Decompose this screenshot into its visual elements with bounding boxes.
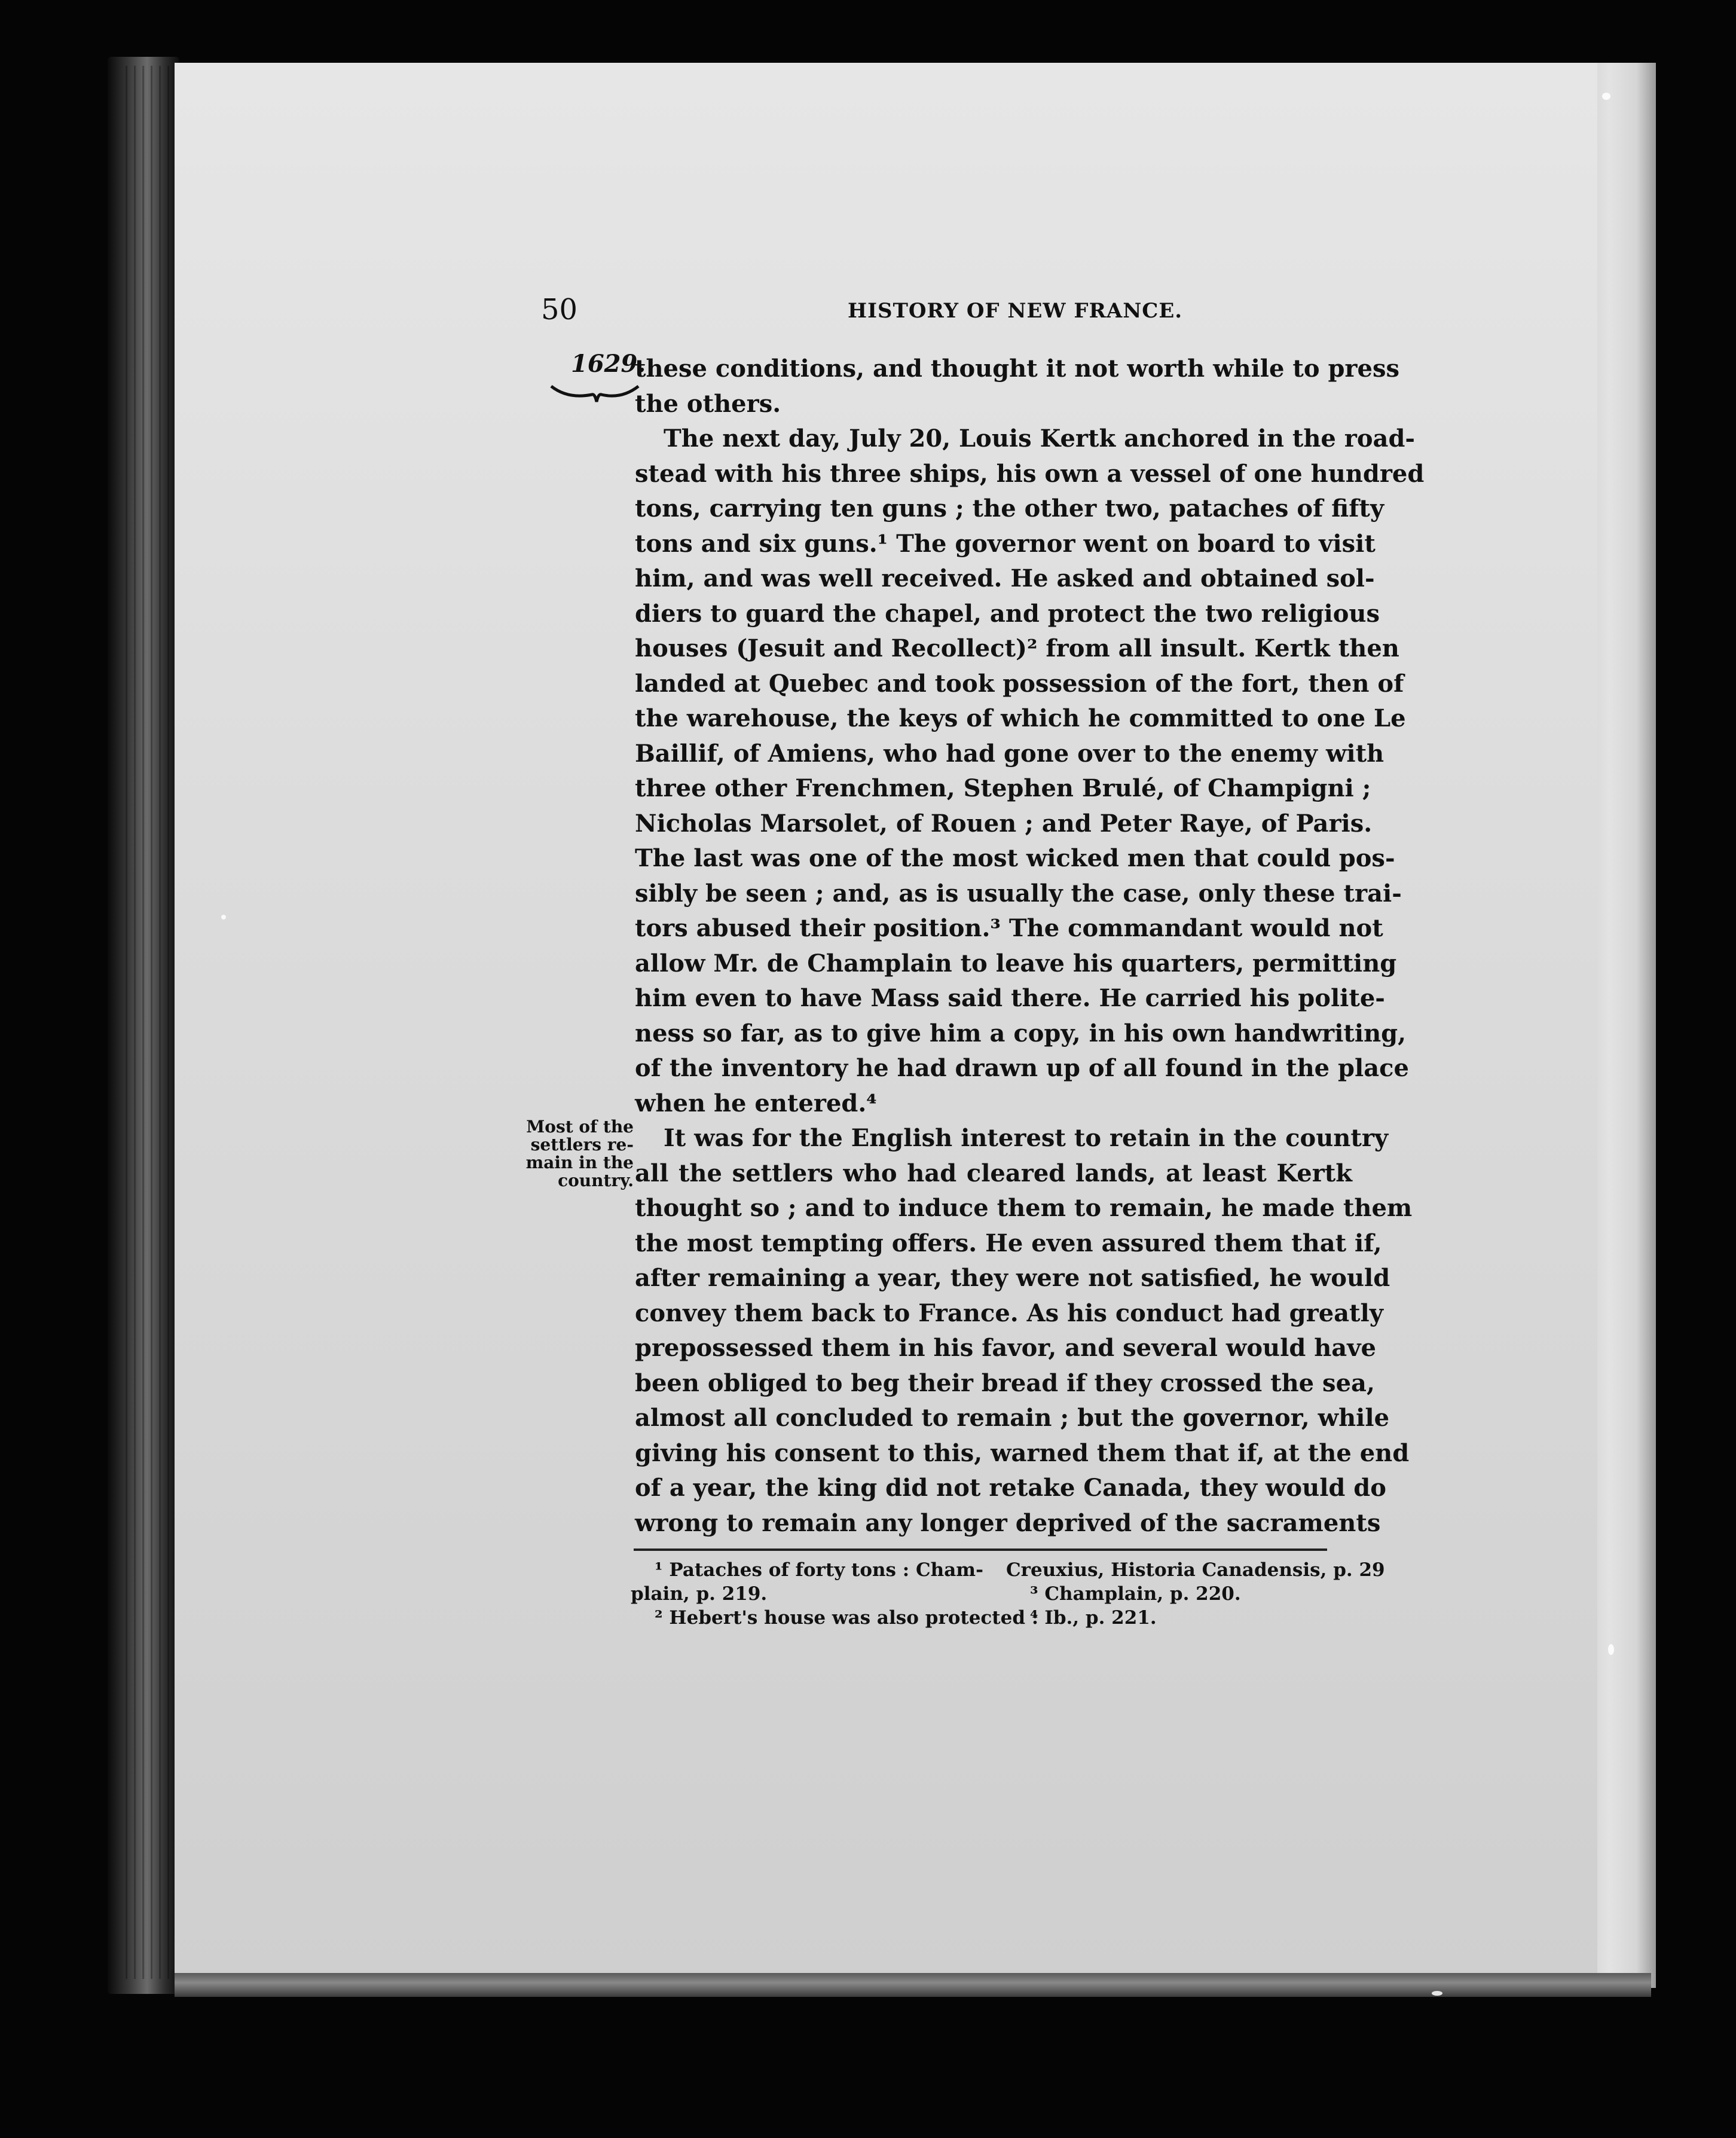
text-line: houses (Jesuit and Recollect)² from all insult. Kertk then [635,634,1399,662]
body-text [635,352,1425,1541]
text-line: giving his consent to this, warned them that if, at the end [635,1438,1410,1467]
margin-side-note [514,1118,634,1190]
text-line: three other Frenchmen, Stephen Brulé, of Champigni ; [635,774,1371,802]
text-line: convey them back to France. As his conduct had greatly [635,1299,1383,1327]
text-line: landed at Quebec and took possession of the fort, then of [635,669,1404,698]
side-note-line: country. [558,1171,634,1190]
year-brace-icon [550,381,640,405]
text-line: The next day, July 20, Louis Kertk anchored in the road- [664,424,1416,453]
footnote-line: ¹ Pataches of forty tons : Cham- [655,1559,983,1581]
footnotes-left-column [631,1558,1038,1630]
text-line: all the settlers who had cleared lands, at least Kertk [635,1159,1352,1187]
text-line: the others. [635,389,781,418]
text-line: him, and was well received. He asked and obtained sol- [635,564,1375,592]
text-line: him even to have Mass said there. He carried his polite- [635,984,1385,1012]
text-line: Nicholas Marsolet, of Rouen ; and Peter Raye, of Paris. [635,809,1373,838]
scan-speck [1608,1644,1614,1655]
footnote-line: plain, p. 219. [631,1583,768,1605]
running-head: HISTORY OF NEW FRANCE. [848,299,1183,323]
scan-speck [1432,1991,1442,1996]
text-line: Baillif, of Amiens, who had gone over to the enemy with [635,739,1384,768]
text-line: tons and six guns.¹ The governor went on board to visit [635,529,1376,558]
page-stack-bottom-edge [175,1973,1651,1997]
scan-speck [1602,93,1610,100]
margin-year: 1629. [571,350,646,378]
text-line: after remaining a year, they were not satisfied, he would [635,1264,1390,1292]
footnotes-right-column [1006,1558,1385,1630]
footnote-line: Creuxius, Historia Canadensis, p. 29 [1006,1559,1385,1581]
side-note-line: settlers re- [530,1135,634,1154]
text-line: diers to guard the chapel, and protect the two religious [635,599,1380,628]
page-number: 50 [541,293,578,326]
footnote-divider [634,1548,1327,1551]
text-line: prepossessed them in his favor, and several would have [635,1334,1376,1362]
text-line: wrong to remain any longer deprived of the sacraments [635,1508,1381,1537]
scan-speck [221,915,226,920]
text-line: been obliged to beg their bread if they crossed the sea, [635,1369,1375,1397]
footnote-line: ⁴ Ib., p. 221. [1030,1607,1157,1629]
text-line: stead with his three ships, his own a vessel of one hundred [635,459,1425,488]
text-line: thought so ; and to induce them to remain, he made them [635,1194,1413,1222]
text-line: of the inventory he had drawn up of all found in the place [635,1054,1409,1082]
text-line: The last was one of the most wicked men that could pos- [635,844,1395,872]
text-line: these conditions, and thought it not worth while to press [635,355,1399,383]
text-line: almost all concluded to remain ; but the governor, while [635,1404,1390,1432]
text-line: when he entered.⁴ [635,1089,877,1117]
footnote-line: ³ Champlain, p. 220. [1030,1583,1241,1605]
text-line: sibly be seen ; and, as is usually the case, only these trai- [635,879,1402,908]
text-line: allow Mr. de Champlain to leave his quarters, permitting [635,949,1397,978]
text-line: the most tempting offers. He even assured them that if, [635,1229,1382,1257]
text-line: tors abused their position.³ The commandant would not [635,914,1383,942]
text-line: It was for the English interest to retain in the country [664,1124,1389,1152]
binding-texture [120,66,173,1979]
text-line: tons, carrying ten guns ; the other two, pataches of fifty [635,494,1384,523]
text-line: the warehouse, the keys of which he committed to one Le [635,704,1406,732]
footnote-line: ² Hebert's house was also protected : [655,1607,1039,1629]
text-line: of a year, the king did not retake Canada, they would do [635,1474,1386,1502]
text-line: ness so far, as to give him a copy, in his own handwriting, [635,1019,1407,1047]
side-note-line: Most of the [526,1117,634,1137]
side-note-line: main in the [525,1153,634,1172]
